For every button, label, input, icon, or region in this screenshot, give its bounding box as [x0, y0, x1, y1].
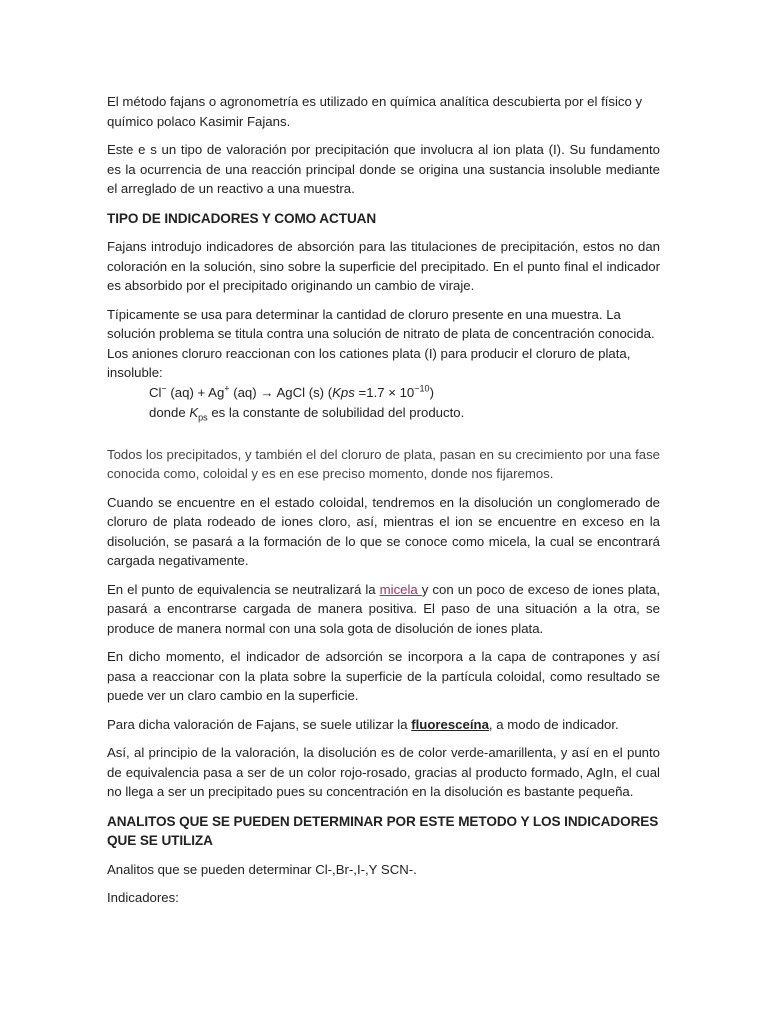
heading-analitos: ANALITOS QUE SE PUEDEN DETERMINAR POR ESTE METODO Y LOS INDICADORES QUE SE UTILIZA [107, 813, 659, 848]
fluoresceina-text-after: , a modo de indicador. [488, 716, 619, 732]
equivalencia-text-after: y con un poco de exceso de iones plata, pasará a encontrarse cargada de manera positiva. El paso de una situación a la otra, se produce de manera normal con una sola gota de disolución de iones plata. [107, 581, 660, 636]
paragraph-analitos: Analitos que se pueden determinar Cl-,Br-,I-,Y SCN-. [107, 861, 417, 877]
paragraph-coloidal: Cuando se encuentre en el estado coloidal, tendremos en la disolución un conglomerado de cloruro de plata rodeado de iones cloro, así, mientras el ion se encuentre en exceso en la disolución, se pasará a la formación de lo que se conoce como micela, la cual se encontrará cargada negativamente. [107, 494, 660, 568]
fluoresceina-text-before: Para dicha valoración de Fajans, se suele utilizar la [107, 716, 412, 732]
micela-link[interactable]: micela [379, 581, 422, 597]
formula-ag-charge: + [224, 383, 230, 394]
formula-cl: Cl [149, 384, 162, 400]
formula-aq-ag: (aq) + Ag [166, 384, 225, 400]
formula-cl-charge: − [161, 383, 167, 394]
paragraph-color-change: Así, al principio de la valoración, la disolución es de color verde-amarillenta, y así en el punto de equivalencia pasa a ser de un color rojo-rosado, gracias al producto formado, AgIn, el cual no llega a ser un precipitado pues su concentración en la disolución es bastante pequeña. [107, 745, 660, 799]
paragraph-cloruro: Típicamente se usa para determinar la cantidad de cloruro presente en una muestra. La solución problema se titula contra una solución de nitrato de plata de concentración conocida. [107, 306, 655, 341]
formula-kps: Kps [332, 384, 355, 400]
formula-note-suffix: es la constante de solubilidad del producto. [207, 404, 465, 420]
formula-product: (aq) → AgCl (s) ( [229, 384, 333, 400]
document-page [107, 92, 660, 917]
paragraph-aniones: Los aniones cloruro reaccionan con los cationes plata (I) para producir el cloruro de plata, insoluble: [107, 345, 631, 380]
paragraph-fajans-indicadores: Fajans introdujo indicadores de absorción para las titulaciones de precipitación, estos no dan coloración en la solución, sino sobre la superficie del precipitado. En el punto final el indicador es absorbido por el precipitado originando un cambio de viraje. [107, 239, 660, 293]
formula-block [107, 383, 660, 423]
formula-exponent: −10 [414, 383, 430, 394]
formula-note-k-sub: ps [198, 412, 208, 423]
heading-indicadores: TIPO DE INDICADORES Y COMO ACTUAN [107, 210, 377, 226]
formula-value: =1.7 × 10 [354, 384, 415, 400]
paragraph-precipitados: Todos los precipitados, y también el del cloruro de plata, pasan en su crecimiento por una fase conocida como, coloidal y es en ese preciso momento, donde nos fijaremos. [107, 446, 660, 481]
paragraph-adsorcion: En dicho momento, el indicador de adsorción se incorpora a la capa de contrapones y así pasa a reaccionar con la plata sobre la superficie de la partícula coloidal, como resultado se puede ver un claro cambio en la superficie. [107, 649, 660, 703]
paragraph-intro: El método fajans o agronometría es utilizado en química analítica descubierta por el físico y químico polaco Kasimir Fajans. [107, 94, 643, 129]
paragraph-fundamento: Este e s un tipo de valoración por precipitación que involucra al ion plata (I). Su fundamento es la ocurrencia de una reacción principal donde se origina una sustancia insoluble mediante el arreglado de un reactivo a una muestra. [107, 142, 660, 196]
formula-note-prefix: donde [149, 404, 190, 420]
formula-note [149, 403, 660, 423]
paragraph-fluoresceina [107, 715, 660, 735]
fluoresceina-term: fluoresceína [411, 716, 489, 732]
formula-close: ) [429, 384, 434, 400]
formula-note-k: K [189, 404, 199, 420]
paragraph-equivalencia [107, 580, 660, 639]
paragraph-indicadores-label: Indicadores: [107, 890, 179, 905]
equivalencia-text-before: En el punto de equivalencia se neutralizará la [107, 581, 380, 597]
reaction-formula [149, 383, 660, 403]
